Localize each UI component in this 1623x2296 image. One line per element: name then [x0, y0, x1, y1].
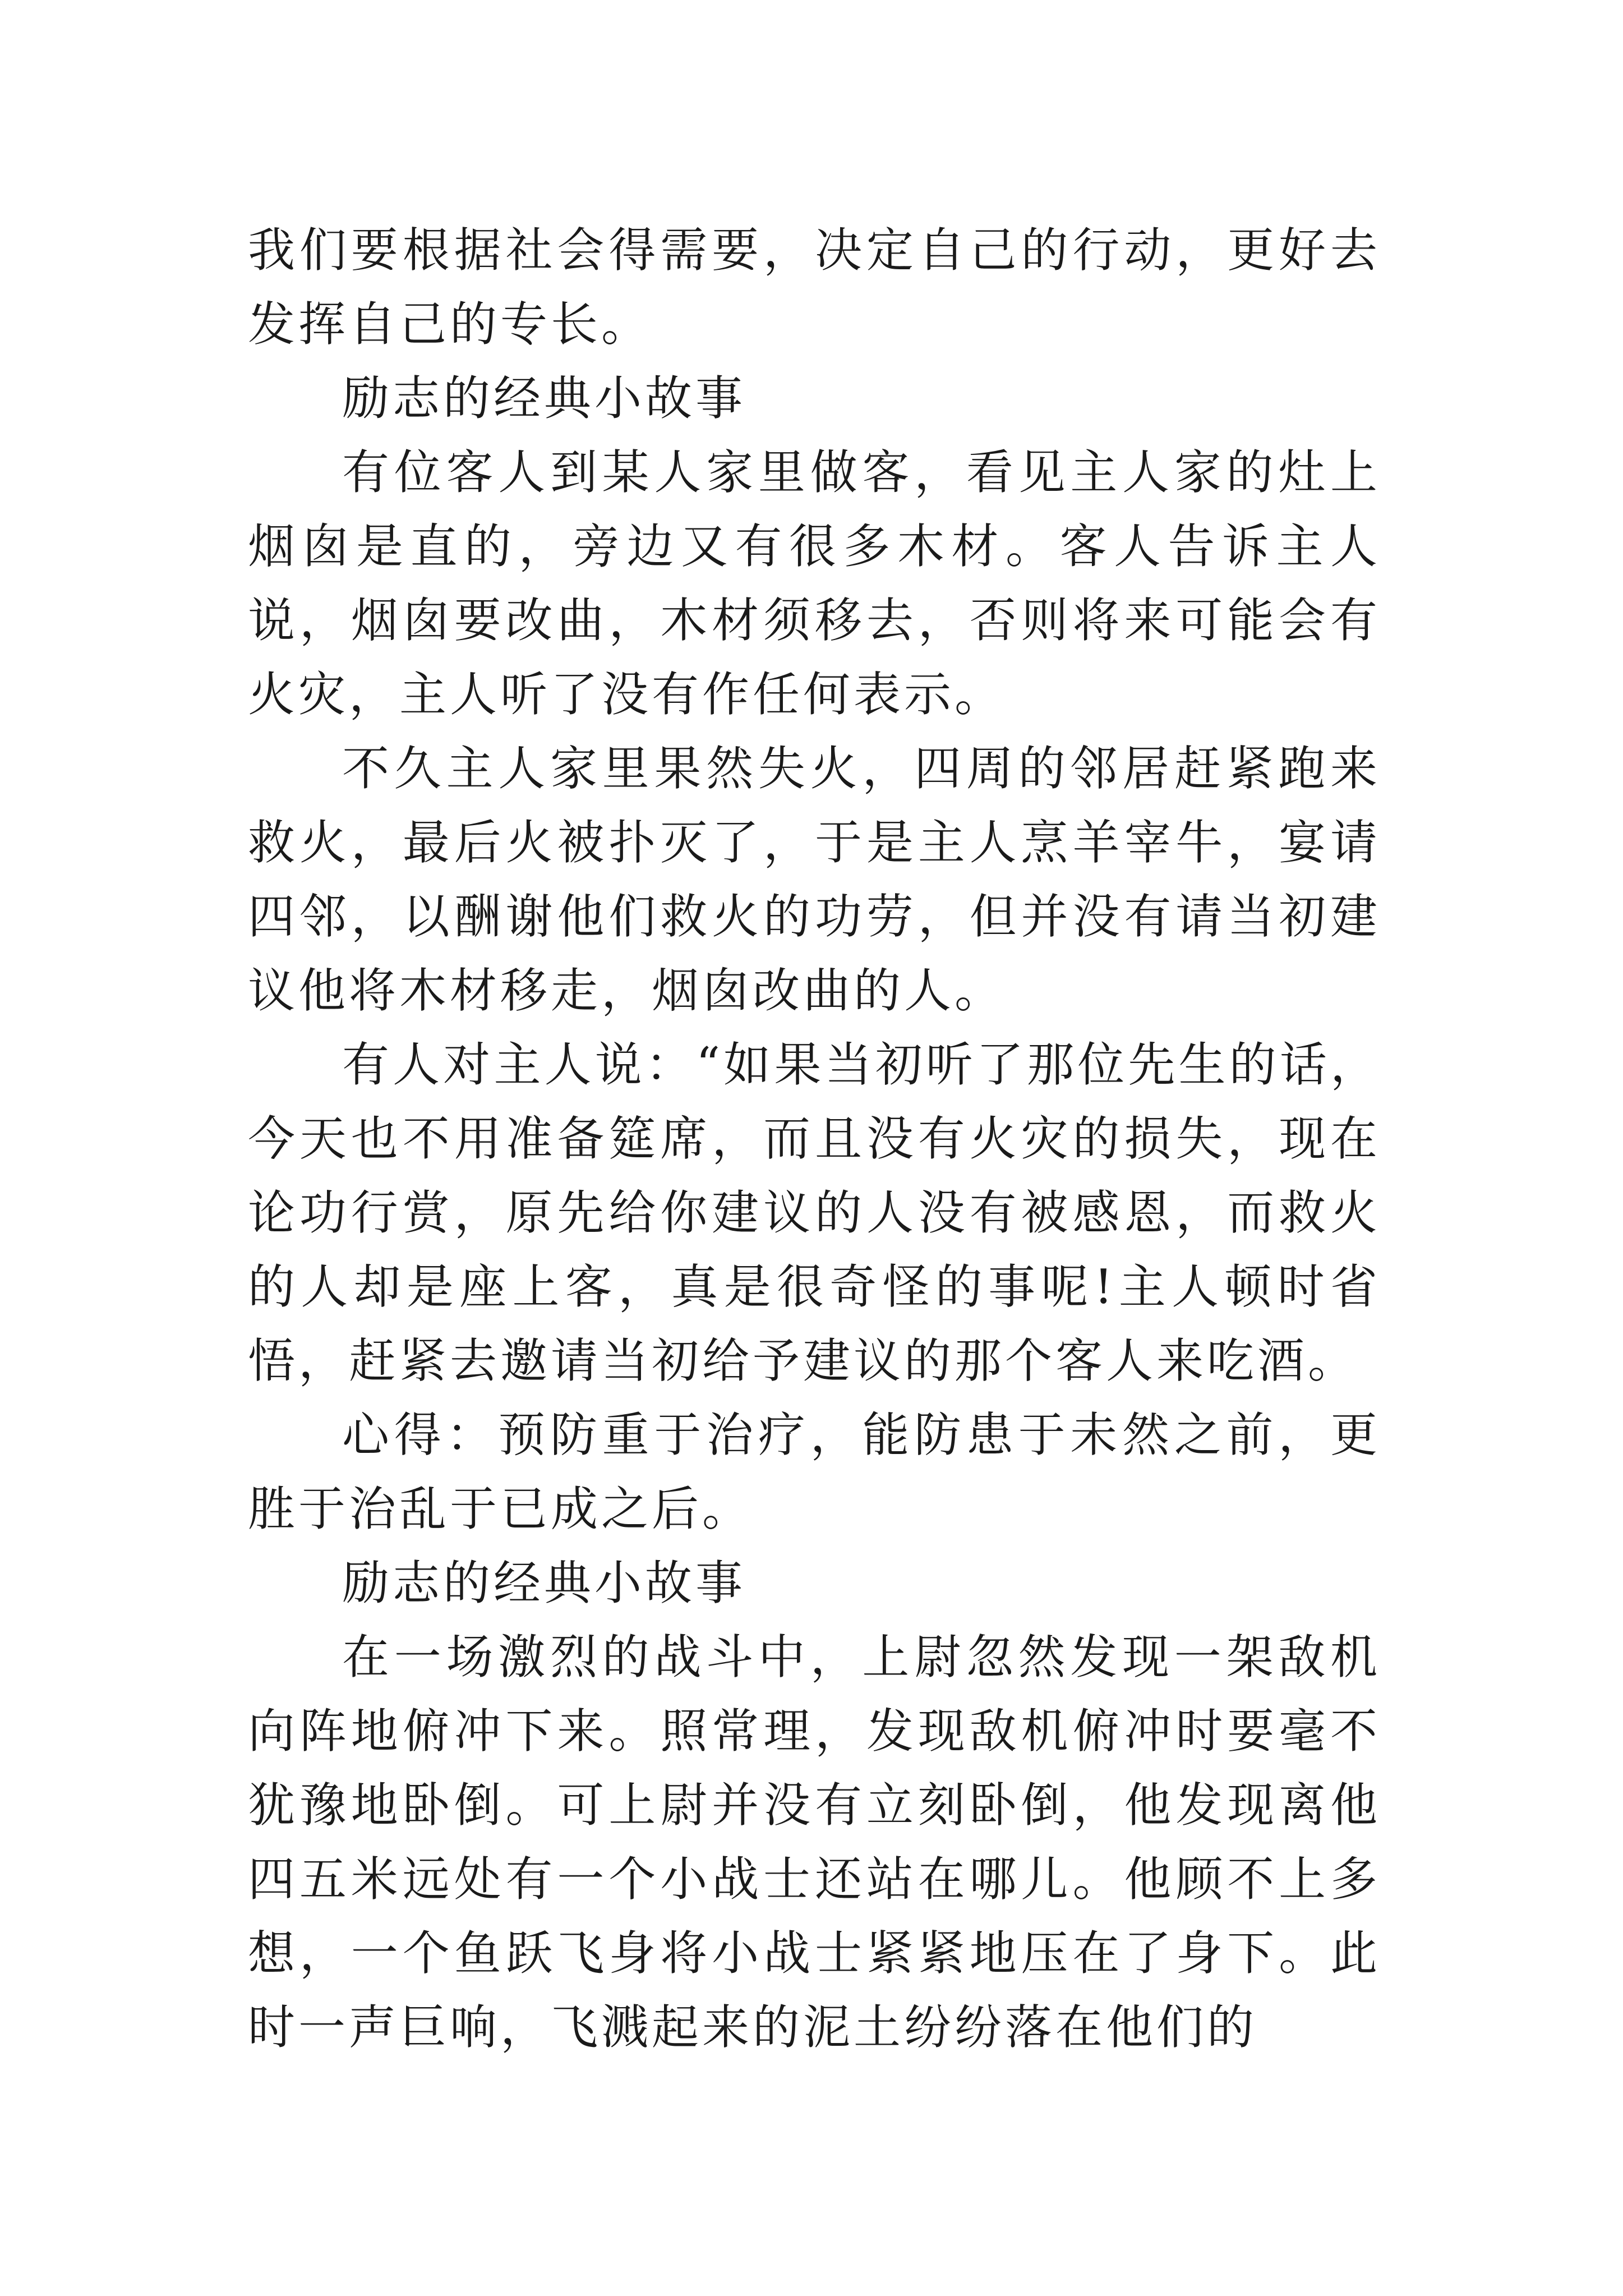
section-heading: 励志的经典小故事 — [342, 371, 746, 426]
paragraph-continuation: 我们要根据社会得需要，决定自己的行动，更好去发挥自己的专长。 — [248, 223, 1381, 352]
section-heading: 励志的经典小故事 — [342, 1556, 746, 1611]
paragraph: 不久主人家里果然失火，四周的邻居赶紧跑来救火，最后火被扑灭了，于是主人烹羊宰牛，宴请四邻，以酬谢他们救火的功劳，但并没有请当初建议他将木材移走，烟囱改曲的人。 — [248, 741, 1381, 1018]
paragraph: 在一场激烈的战斗中，上尉忽然发现一架敌机向阵地俯冲下来。照常理，发现敌机俯冲时要毫不犹豫地卧倒。可上尉并没有立刻卧倒，他发现离他四五米远处有一个小战士还站在哪儿。他顾不上多想，一个鱼跃飞身将小战士紧紧地压在了身下。此时一声巨响，飞溅起来的泥土纷纷落在他们的 — [248, 1630, 1381, 2055]
paragraph: 有人对主人说：“如果当初听了那位先生的话，今天也不用准备筵席，而且没有火灾的损失，现在论功行赏，原先给你建议的人没有被感恩，而救火的人却是座上客，真是很奇怪的事呢!主人顿时省悟，赶紧去邀请当初给予建议的那个客人来吃酒。 — [248, 1037, 1381, 1388]
paragraph-moral: 心得：预防重于治疗，能防患于未然之前，更胜于治乱于已成之后。 — [248, 1407, 1381, 1536]
document-body — [248, 213, 1381, 2064]
paragraph: 有位客人到某人家里做客，看见主人家的灶上烟囱是直的，旁边又有很多木材。客人告诉主人说，烟囱要改曲，木材须移去，否则将来可能会有火灾，主人听了没有作任何表示。 — [248, 445, 1381, 722]
